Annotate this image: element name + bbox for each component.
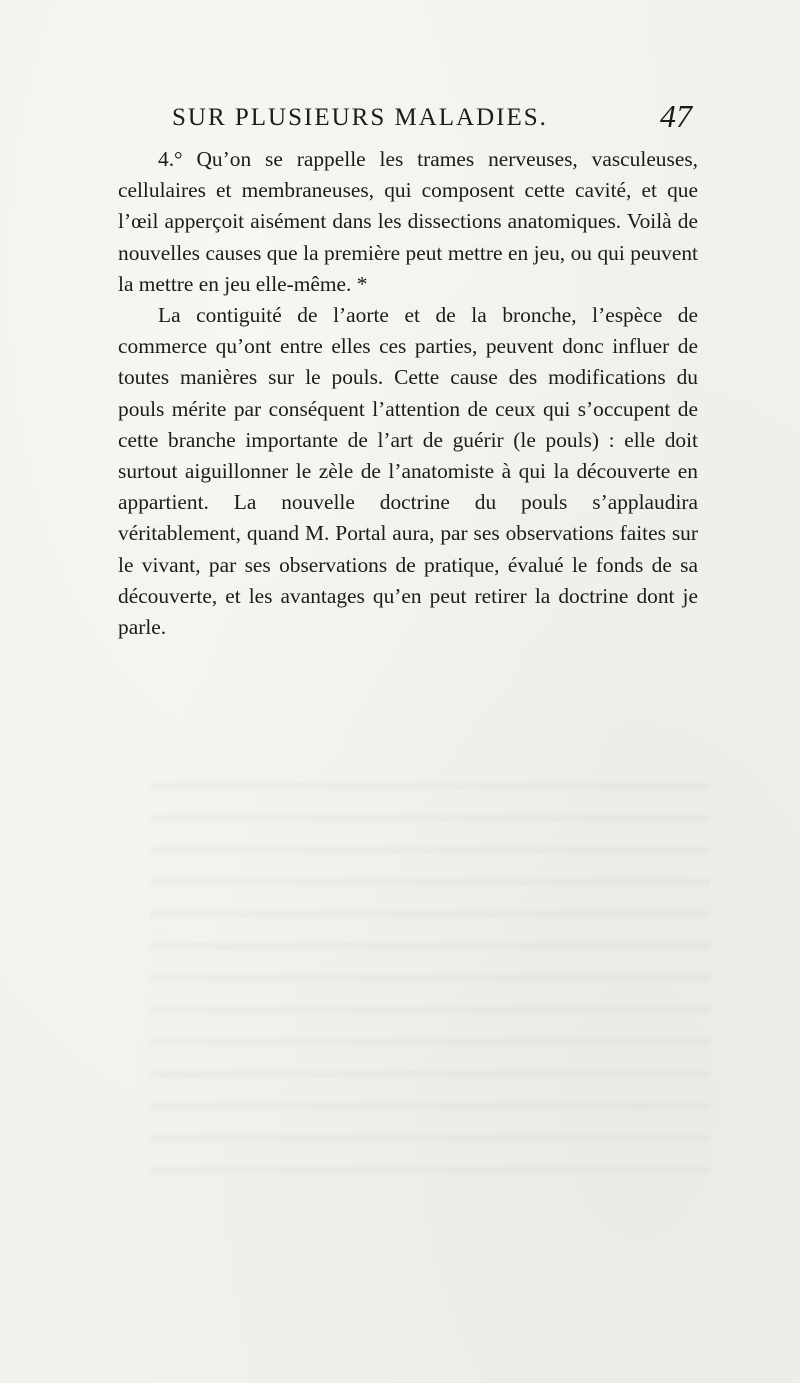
paragraph-2: La contiguité de l’aorte et de la bronche, l’espèce de commerce qu’ont entre elles ces parties, peuvent donc influer de toutes manières sur le pouls. Cette cause des modifications du pouls mérite par conséquent l’attention de ceux qui s’occupent de cette branche importante de l’art de guérir (le pouls) : elle doit surtout aiguillonner le zèle de l’anatomiste à qui la découverte en appartient. La nouvelle doctrine du pouls s’applaudira véritablement, quand M. Portal aura, par ses observations faites sur le vivant, par ses observations de pratique, évalué le fonds de sa découverte, et les avantages qu’en peut retirer la doctrine dont je parle. [118, 303, 698, 640]
paragraph-1: 4.° Qu’on se rappelle les trames nerveuses, vasculeuses, cellulaires et membraneuses, qui composent cette cavité, et que l’œil apperçoit aisément dans les dissections anatomiques. Voilà de nouvelles causes que la première peut mettre en jeu, ou qui peuvent la mettre en jeu elle-même. * [118, 147, 698, 296]
running-title: SUR PLUSIEURS MALADIES. [172, 104, 548, 131]
body-text [118, 144, 698, 643]
reverse-page-show-through [150, 760, 710, 1180]
page-header [172, 98, 692, 142]
page-number: 47 [660, 98, 692, 134]
